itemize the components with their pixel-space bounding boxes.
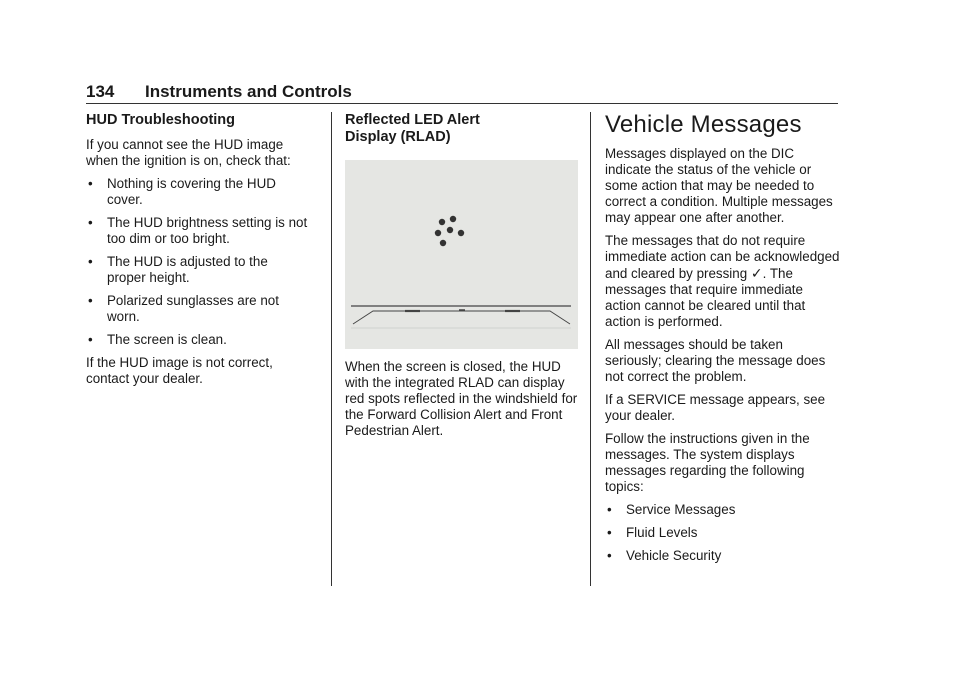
hud-checklist xyxy=(86,176,310,348)
list-item: • Fluid Levels xyxy=(607,525,698,540)
bullet: • xyxy=(607,525,612,540)
bullet: • xyxy=(607,502,612,517)
messages-acknowledge-text: The messages that do not require immediate action can be acknowledged and cleared by pressing ✓. The messages that require immediate action cannot be cleared until that action is performed. xyxy=(605,233,840,329)
list-item: • Vehicle Security xyxy=(607,548,722,563)
message-topics-list xyxy=(605,502,840,564)
bullet: • xyxy=(88,332,93,347)
hud-intro-text: If you cannot see the HUD image when the ignition is on, check that: xyxy=(86,137,291,168)
list-item: • Nothing is covering the HUD cover. xyxy=(88,176,276,207)
windshield-outline xyxy=(351,306,571,328)
page-number: 134 xyxy=(86,82,115,101)
rlad-heading: Reflected LED Alert Display (RLAD) xyxy=(345,112,480,145)
messages-serious-text: All messages should be taken seriously; clearing the message does not correct the problem. xyxy=(605,337,826,384)
list-item: • Service Messages xyxy=(607,502,736,517)
vehicle-messages-heading: Vehicle Messages xyxy=(605,111,802,138)
bullet: • xyxy=(88,176,93,191)
column-vehicle-messages xyxy=(605,112,840,571)
led-spots-icon xyxy=(435,216,464,246)
service-message-text: If a SERVICE message appears, see your dealer. xyxy=(605,392,826,423)
instructions-text: Follow the instructions given in the messages. The system displays messages regarding the following topics: xyxy=(605,431,810,494)
bullet: • xyxy=(88,254,93,269)
column-divider-2 xyxy=(590,112,591,586)
column-hud-troubleshooting xyxy=(86,112,310,394)
hud-troubleshooting-heading: HUD Troubleshooting xyxy=(86,112,236,128)
checkmark-icon: ✓ xyxy=(750,265,763,281)
bullet: • xyxy=(607,548,612,563)
hud-outro-text: If the HUD image is not correct, contact your dealer. xyxy=(86,355,273,386)
list-item: • The HUD is adjusted to the proper height. xyxy=(88,254,268,285)
column-rlad xyxy=(345,112,580,446)
list-item: • The HUD brightness setting is not too dim or too bright. xyxy=(88,215,308,246)
column-divider-1 xyxy=(331,112,332,586)
header-divider xyxy=(86,103,838,104)
bullet: • xyxy=(88,293,93,308)
bullet: • xyxy=(88,215,93,230)
list-item: • Polarized sunglasses are not worn. xyxy=(88,293,279,324)
section-title: Instruments and Controls xyxy=(145,82,352,101)
list-item: • The screen is clean. xyxy=(88,332,227,347)
rlad-illustration xyxy=(345,160,578,349)
rlad-caption: When the screen is closed, the HUD with the integrated RLAD can display red spots reflected in the windshield for the Forward Collision Alert and Front Pedestrian Alert. xyxy=(345,359,578,438)
messages-intro: Messages displayed on the DIC indicate the status of the vehicle or some action that may be needed to correct a condition. Multiple messages may appear one after another. xyxy=(605,146,833,225)
page-header xyxy=(86,82,838,104)
